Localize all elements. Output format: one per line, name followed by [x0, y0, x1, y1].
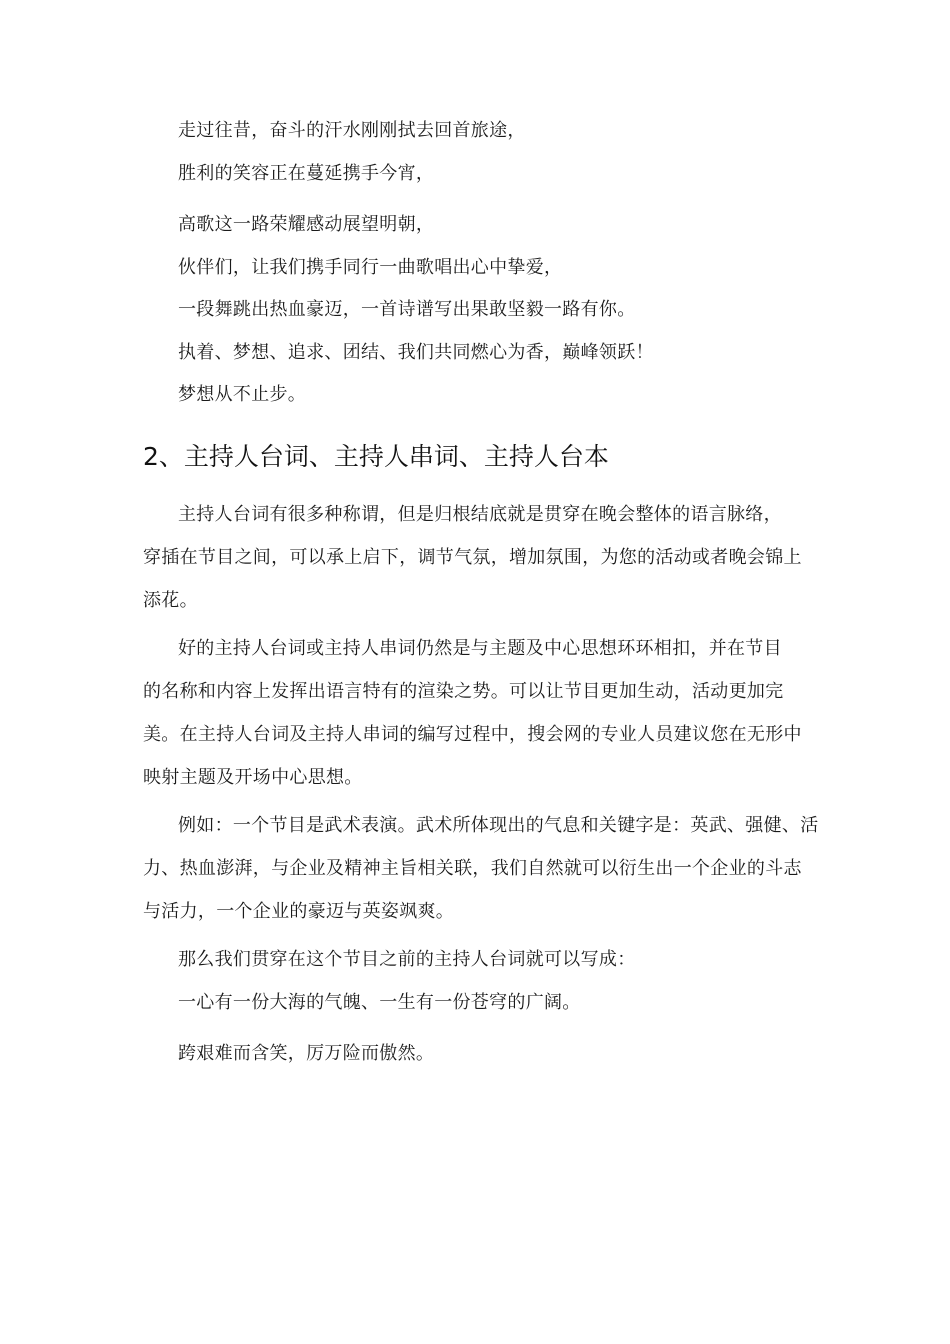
para2-line-4: 映射主题及开场中心思想。 — [143, 767, 363, 788]
poem-line-6: 执着、梦想、追求、团结、我们共同燃心为香，巅峰领跃！ — [178, 342, 654, 363]
para4-line: 那么我们贯穿在这个节目之前的主持人台词就可以写成： — [178, 949, 636, 970]
para5-line: 一心有一份大海的气魄、一生有一份苍穹的广阔。 — [178, 992, 581, 1013]
section-heading: 2、主持人台词、主持人串词、主持人台本 — [143, 442, 609, 471]
poem-line-3: 高歌这一路荣耀感动展望明朝， — [178, 214, 435, 235]
para2-line-2: 的名称和内容上发挥出语言特有的渲染之势。可以让节目更加生动，活动更加完 — [143, 681, 784, 702]
para6-line: 跨艰难而含笑，厉万险而傲然。 — [178, 1043, 435, 1064]
para3-line-1: 例如：一个节目是武术表演。武术所体现出的气息和关键字是：英武、强健、活 — [178, 815, 819, 836]
poem-line-7: 梦想从不止步。 — [178, 384, 307, 405]
para1-line-1: 主持人台词有很多种称谓，但是归根结底就是贯穿在晚会整体的语言脉络， — [178, 504, 782, 525]
para2-line-1: 好的主持人台词或主持人串词仍然是与主题及中心思想环环相扣，并在节目 — [178, 638, 782, 659]
poem-line-4: 伙伴们，让我们携手同行一曲歌唱出心中挚爱， — [178, 257, 563, 278]
para3-line-3: 与活力，一个企业的豪迈与英姿飒爽。 — [143, 901, 455, 922]
para2-line-3: 美。在主持人台词及主持人串词的编写过程中，搜会网的专业人员建议您在无形中 — [143, 724, 802, 745]
poem-line-5: 一段舞跳出热血豪迈，一首诗谱写出果敢坚毅一路有你。 — [178, 299, 636, 320]
poem-line-1: 走过往昔，奋斗的汗水刚刚拭去回首旅途， — [178, 120, 526, 141]
para1-line-2: 穿插在节目之间，可以承上启下，调节气氛，增加氛围，为您的活动或者晚会锦上 — [143, 547, 802, 568]
para1-line-3: 添花。 — [143, 590, 198, 611]
poem-line-2: 胜利的笑容正在蔓延携手今宵， — [178, 163, 435, 184]
para3-line-2: 力、热血澎湃，与企业及精神主旨相关联，我们自然就可以衍生出一个企业的斗志 — [143, 858, 802, 879]
